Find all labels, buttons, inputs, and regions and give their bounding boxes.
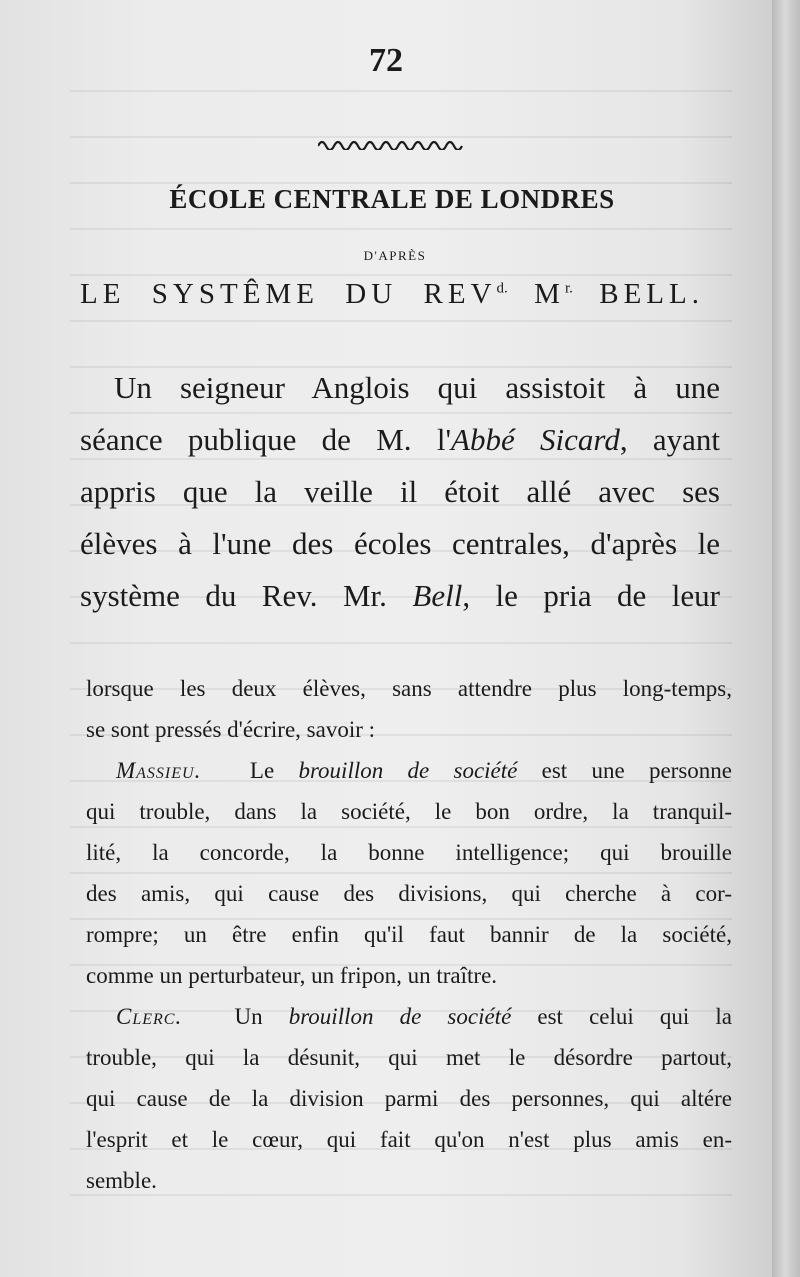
text-line: se sont pressés d'écrire, savoir : bbox=[86, 717, 376, 742]
wavy-rule-ornament bbox=[318, 138, 464, 150]
speaker-clerc: Clerc. bbox=[116, 1004, 183, 1029]
heading-mr: $M^{r.}$ bbox=[534, 278, 573, 310]
text-line: appris que la veille il étoit allé avec ses bbox=[80, 474, 720, 509]
intro-paragraph bbox=[80, 362, 720, 622]
heading-word: LE bbox=[80, 278, 126, 310]
text-line: semble. bbox=[86, 1168, 157, 1193]
text-line: qui cause de la division parmi des personnes, qui altére bbox=[86, 1086, 732, 1111]
responses-section bbox=[86, 668, 732, 1201]
heading-name: BELL. bbox=[599, 278, 704, 310]
heading-word: SYSTÊME bbox=[151, 278, 319, 310]
text-line: rompre; un être enfin qu'il faut bannir de la société, bbox=[86, 922, 732, 947]
heading-rev: $REV^{d.}$ bbox=[423, 278, 508, 310]
heading-system-line bbox=[80, 278, 704, 311]
text-line: Un seigneur Anglois qui assistoit à une bbox=[114, 370, 720, 405]
heading-word: DU bbox=[345, 278, 398, 310]
heading-title: ÉCOLE CENTRALE DE LONDRES bbox=[169, 184, 615, 214]
text-line: lorsque les deux élèves, sans attendre plus long-temps, bbox=[86, 676, 732, 701]
heading-subtitle: D'APRÈS bbox=[363, 248, 427, 263]
text-line: lité, la concorde, la bonne intelligence; qui brouille bbox=[86, 840, 732, 865]
speaker-massieu: Massieu. bbox=[116, 758, 202, 783]
text-line: comme un perturbateur, un fripon, un traître. bbox=[86, 963, 498, 988]
text-line: qui trouble, dans la société, le bon ordre, la tranquil- bbox=[86, 799, 732, 824]
text-line: l'esprit et le cœur, qui fait qu'on n'est plus amis en- bbox=[86, 1127, 732, 1152]
text-line: séance publique de M. l'Abbé Sicard, ayant bbox=[80, 422, 721, 457]
massieu-response-line: Massieu. Le brouillon de société est une personne bbox=[116, 758, 732, 783]
text-line: élèves à l'une des écoles centrales, d'après le bbox=[80, 526, 720, 561]
text-line: système du Rev. Mr. Bell, le pria de leur bbox=[80, 578, 720, 613]
text-line: des amis, qui cause des divisions, qui cherche à cor- bbox=[86, 881, 732, 906]
text-line: trouble, qui la désunit, qui met le désordre partout, bbox=[86, 1045, 732, 1070]
book-spine-edge bbox=[772, 0, 800, 1277]
clerc-response-line: Clerc. Un brouillon de société est celui qui la bbox=[116, 1004, 732, 1029]
page-number: 72 bbox=[369, 42, 403, 79]
